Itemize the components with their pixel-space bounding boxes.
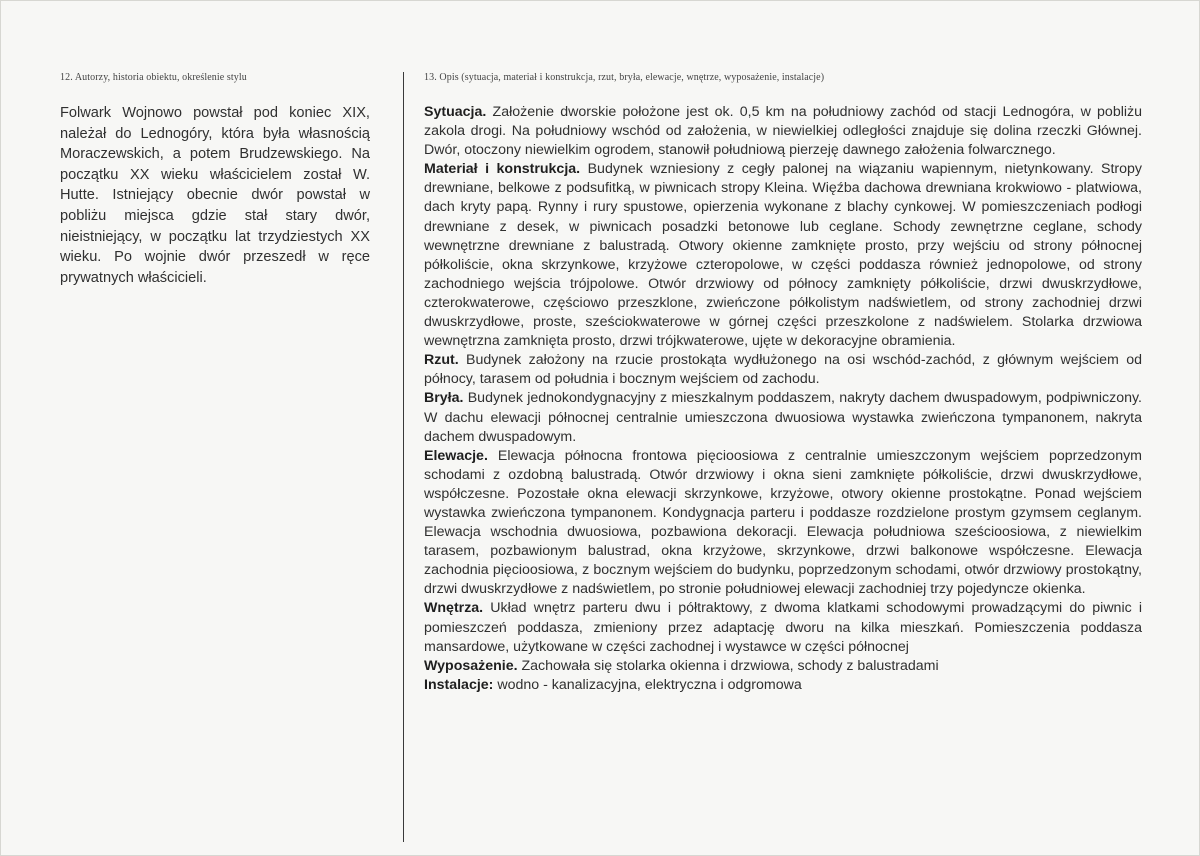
section-instalacje (424, 676, 1142, 695)
section-text: Budynek założony na rzucie prostokąta wydłużonego na osi wschód-zachód, z głównym wejściem od północy, tarasem od południa i bocznym wejściem od zachodu. (424, 352, 1142, 388)
column-divider (403, 72, 404, 842)
section-label: Instalacje: (424, 676, 494, 693)
section-wnetrza (424, 599, 1142, 656)
section-sytuacja (424, 103, 1142, 160)
section-label: Wyposażenie. (424, 657, 518, 674)
history-text: Folwark Wojnowo powstał pod koniec XIX, należał do Lednogóry, która była własnością Moraczewskich, a potem Brudzewskiego. Na początku XX wieku właścicielem został W. Hutte. Istniejący obecnie dwór powstał w pobliżu miejsca gdzie stał stary dwór, nieistniejący, w początku lat trzydziestych XX wieku. Po wojnie dwór przeszedł w ręce prywatnych właścicieli. (60, 105, 370, 286)
section-label: Elewacje. (424, 447, 488, 464)
section-text: Układ wnętrz parteru dwu i półtraktowy, z dwoma klatkami schodowymi prowadzącymi do piwnic i pomieszczeń poddasza, zmieniony przez adaptację dworu na kilka mieszkań. Pomieszczenia poddasza mansardowe, użytkowane w części zachodnej i wystawce w części północnej (424, 600, 1142, 655)
section-text: Założenie dworskie położone jest ok. 0,5 km na południowy zachód od stacji Lednogóra, w pobliżu zakola drogi. Na południowy wschód od założenia, w niewielkiej odległości znajduje się dolina rzeczki Głównej. Dwór, otoczony niewielkim ogrodem, stanowił południową pierzeję dawnego założenia folwarcznego. (424, 104, 1142, 159)
section-text: Zachowała się stolarka okienna i drzwiowa, schody z balustradami (517, 657, 939, 674)
section-text: Budynek jednokondygnacyjny z mieszkalnym poddaszem, nakryty dachem dwuspadowym, podpiwniczony. W dachu elewacji północnej centralnie umieszczona dwuosiowa wystawka zwieńczona tympanonem, nakryta dachem dwuspadowym. (424, 390, 1142, 445)
section-label: Materiał i konstrukcja. (424, 161, 581, 178)
section-bryla (424, 389, 1142, 446)
left-column-header: 12. Autorzy, historia obiektu, określenie stylu (60, 72, 247, 83)
section-text: wodno - kanalizacyjna, elektryczna i odgromowa (493, 676, 802, 693)
section-label: Bryła. (424, 390, 464, 407)
left-column (60, 71, 370, 288)
section-material-konstrukcja (424, 160, 1142, 351)
section-text: Budynek wzniesiony z cegły palonej na wiązaniu wapiennym, nietynkowany. Stropy drewniane, belkowe z podsufitką, w piwnicach stropy Kleina. Więźba dachowa drewniana krokwiowo - platwiowa, dach kryty papą. Rynny i rury spustowe, opierzenia wykonane z blachy cynkowej. W pomieszczeniach podłogi drewniane z desek, w piwnicach posadzki betonowe lub ceglane. Schody zewnętrzne ceglane, schody wewnętrzne drewniane z balustradą. Otwory okienne zamknięte prosto, przy wejściu od strony północnej półkoliście, okna skrzynkowe, krzyżowe czteropolowe, w części poddasza również jednopolowe, od strony zachodniego wejścia trójpolowe. Otwór drzwiowy od północy zamknięty półkoliście, drzwi dwuskrzydłowe, czterokwaterowe, częściowo przeszklone, zwieńczone półkolistym nadświetlem, od strony zachodniej drzwi dwuskrzydłowe, proste, sześciokwaterowe w górnej części przeszkolone z nadświelem. Stolarka drzwiowa wewnętrzna zamknięta prosto, drzwi trójkwaterowe, ujęte w dekoracyjne obramienia. (424, 161, 1142, 350)
section-elewacje (424, 447, 1142, 600)
right-column (424, 71, 1142, 695)
right-column-header: 13. Opis (sytuacja, materiał i konstrukcja, rzut, bryła, elewacje, wnętrze, wyposażenie, instalacje) (424, 72, 825, 83)
section-label: Rzut. (424, 352, 459, 369)
section-rzut (424, 351, 1142, 389)
section-text: Elewacja północna frontowa pięcioosiowa z centralnie umieszczonym wejściem poprzedzonym schodami z ozdobną balustradą. Otwór drzwiowy i okna sieni zamknięte półkoliście, drzwi dwuskrzydłowe, współczesne. Pozostałe okna elewacji skrzynkowe, krzyżowe, otwory okienne prostokątne. Ponad wejściem wystawka zwieńczona tympanonem. Kondygnacja parteru i poddasze rozdzielone prostym gzymsem ceglanym. Elewacja wschodnia dwuosiowa, pozbawiona dekoracji. Elewacja południowa sześcioosiowa, z niewielkim tarasem, pozbawionym balustrad, okna krzyżowe, skrzynkowe, drzwi balkonowe współczesne. Elewacja zachodnia pięcioosiowa, z bocznym wejściem do budynku, poprzedzonym schodami, otwór drzwiowy prostokątny, drzwi dwuskrzydłowe z nadświetlem, po stronie południowej elewacji zachodniej trzy pojedyncze okienka. (424, 447, 1142, 598)
section-label: Sytuacja. (424, 104, 487, 120)
section-wyposazenie (424, 657, 1142, 676)
section-label: Wnętrza. (424, 600, 484, 617)
